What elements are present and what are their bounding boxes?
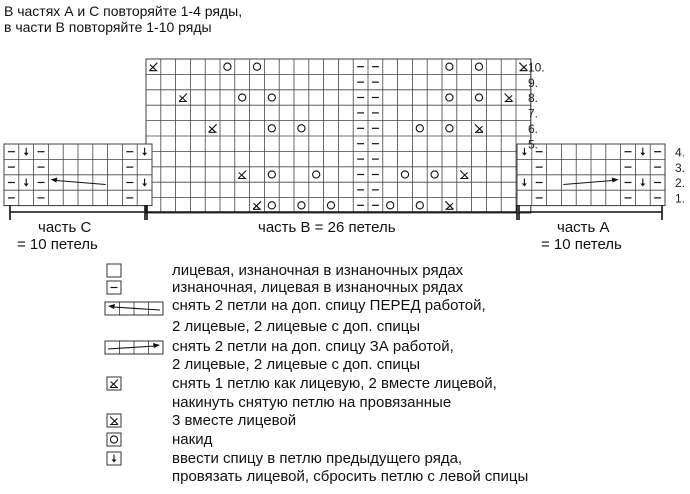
section-c-count: = 10 петель: [17, 236, 98, 253]
legend-text-dropdown-2: провязать лицевой, сбросить петлю с левой спицы: [172, 468, 529, 485]
legend-text-purl: изнаночная, лицевая в изнаночных рядах: [172, 279, 464, 296]
section-b-label: часть В = 26 петель: [258, 219, 396, 236]
section-a-label: часть А: [557, 219, 610, 236]
legend-text-k3tog: 3 вместе лицевой: [172, 412, 297, 429]
row-number: 3.: [675, 160, 686, 175]
row-number: 10.: [528, 60, 545, 75]
legend-text-cable-right-2: 2 лицевые, 2 лицевые с доп. спицы: [172, 356, 421, 373]
instruction-line-1: В частях А и С повторяйте 1-4 ряды,: [4, 3, 243, 19]
row-number: 7.: [528, 106, 539, 121]
row-number: 6.: [528, 122, 539, 136]
legend-text-dropdown-1: ввести спицу в петлю предыдущего ряда,: [172, 450, 463, 467]
legend-text-cable-left-1: снять 2 петли на доп. спицу ПЕРЕД работой,: [172, 297, 486, 314]
legend-text-knit: лицевая, изнаночная в изнаночных рядах: [172, 262, 464, 279]
legend-text-cable-right-1: снять 2 петли на доп. спицу ЗА работой,: [172, 338, 454, 355]
legend-text-sk2p-2: накинуть снятую петлю на провязанные: [172, 394, 452, 411]
row-number: 9.: [528, 75, 539, 90]
row-number: 8.: [528, 91, 539, 106]
row-number: 1.: [675, 191, 686, 206]
legend-text-sk2p-1: снять 1 петлю как лицевую, 2 вместе лицевой,: [172, 375, 497, 392]
legend-symbol-blank: [107, 264, 121, 277]
legend-symbol-yo: [107, 433, 121, 446]
row-number: 5.: [528, 137, 539, 152]
instruction-line-2: в части В повторяйте 1-10 ряды: [4, 19, 212, 35]
bracket-a: [519, 205, 662, 220]
legend-text-yo: накид: [172, 431, 213, 448]
row-number: 4.: [675, 145, 686, 160]
legend-text-cable-left-2: 2 лицевые, 2 лицевые с доп. спицы: [172, 318, 421, 335]
row-number: 2.: [675, 176, 686, 191]
section-a-count: = 10 петель: [541, 236, 622, 253]
section-c-label: часть С: [38, 219, 92, 236]
bracket-c: [10, 205, 145, 220]
